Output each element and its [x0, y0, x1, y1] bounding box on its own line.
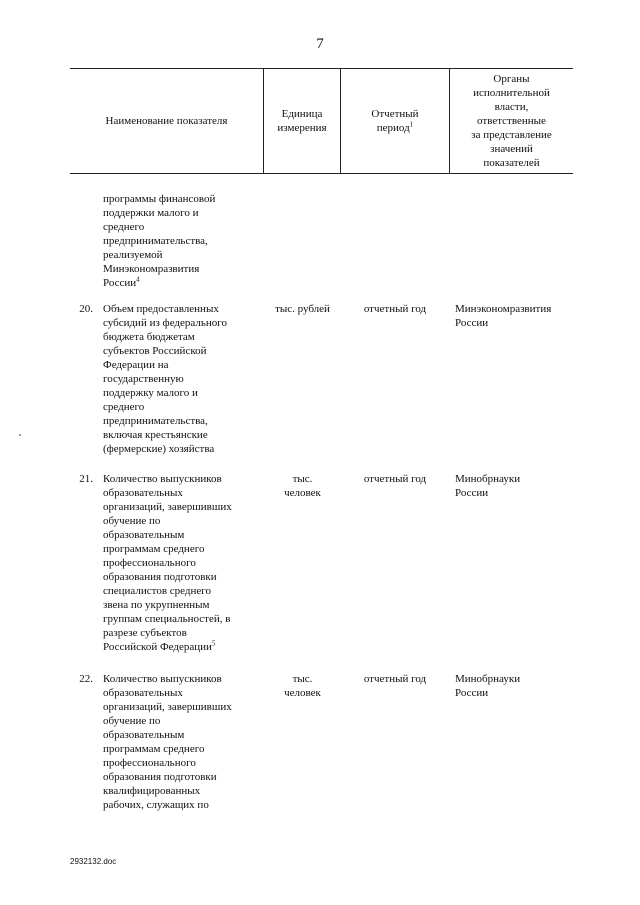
row-period: отчетный год — [363, 303, 427, 315]
row-name: Количество выпускников образовательных организаций, завершивших обучение по образовательным программам среднего профессионального образования подготовки специалистов среднего звена по укрупненным группам специальностей, в разрезе субъектов Российской Федерации — [103, 473, 232, 653]
row-unit: тыс. рублей — [275, 303, 330, 315]
row-number: 20. — [79, 303, 93, 315]
footnote-marker: 4 — [136, 275, 140, 284]
margin-mark — [19, 434, 21, 436]
row-name: Количество выпускников образовательных организаций, завершивших обучение по образовательным программам среднего профессионального образования подготовки квалифицированных рабочих, служащих по — [103, 673, 232, 811]
document-filename: 2932132.doc — [70, 857, 117, 866]
header-period-wrap — [371, 107, 418, 135]
table-header-rule — [70, 173, 573, 174]
row-number: 22. — [79, 673, 93, 685]
page-number: 7 — [316, 36, 324, 52]
continuation-text — [103, 192, 263, 290]
row-period: отчетный год — [363, 673, 427, 685]
header-name-cell — [70, 69, 263, 173]
row-number: 21. — [79, 473, 93, 485]
header-period-cell — [341, 69, 449, 173]
continuation-body: программы финансовой поддержки малого и среднего предпринимательства, реализуемой Минэкономразвития России — [103, 193, 216, 289]
row-organ: Минобрнауки России — [455, 473, 521, 499]
header-unit-cell — [264, 69, 340, 173]
row-organ: Минобрнауки России — [455, 673, 521, 699]
header-period: Отчетный период — [371, 108, 419, 134]
row-name: Объем предоставленных субсидий из федерального бюджета бюджетам субъектов Российской Федерации на государственную поддержку малого и среднего предпринимательства, включая крестьянские (фермерские) хозяйства — [103, 303, 228, 455]
header-organs: Органы исполнительной власти, ответственные за представление значений показателей — [471, 73, 552, 169]
header-unit: Единица измерения — [277, 108, 327, 134]
footnote-marker: 5 — [211, 639, 216, 648]
header-name: Наименование показателя — [105, 115, 228, 127]
footnote-marker: 1 — [409, 120, 414, 129]
header-organs-cell — [450, 69, 573, 173]
row-unit: тыс. человек — [284, 473, 321, 499]
row-organ: Минэкономразвития России — [455, 303, 552, 329]
row-period: отчетный год — [363, 473, 427, 485]
row-unit: тыс. человек — [284, 673, 321, 699]
row-name-wrap — [103, 472, 263, 654]
